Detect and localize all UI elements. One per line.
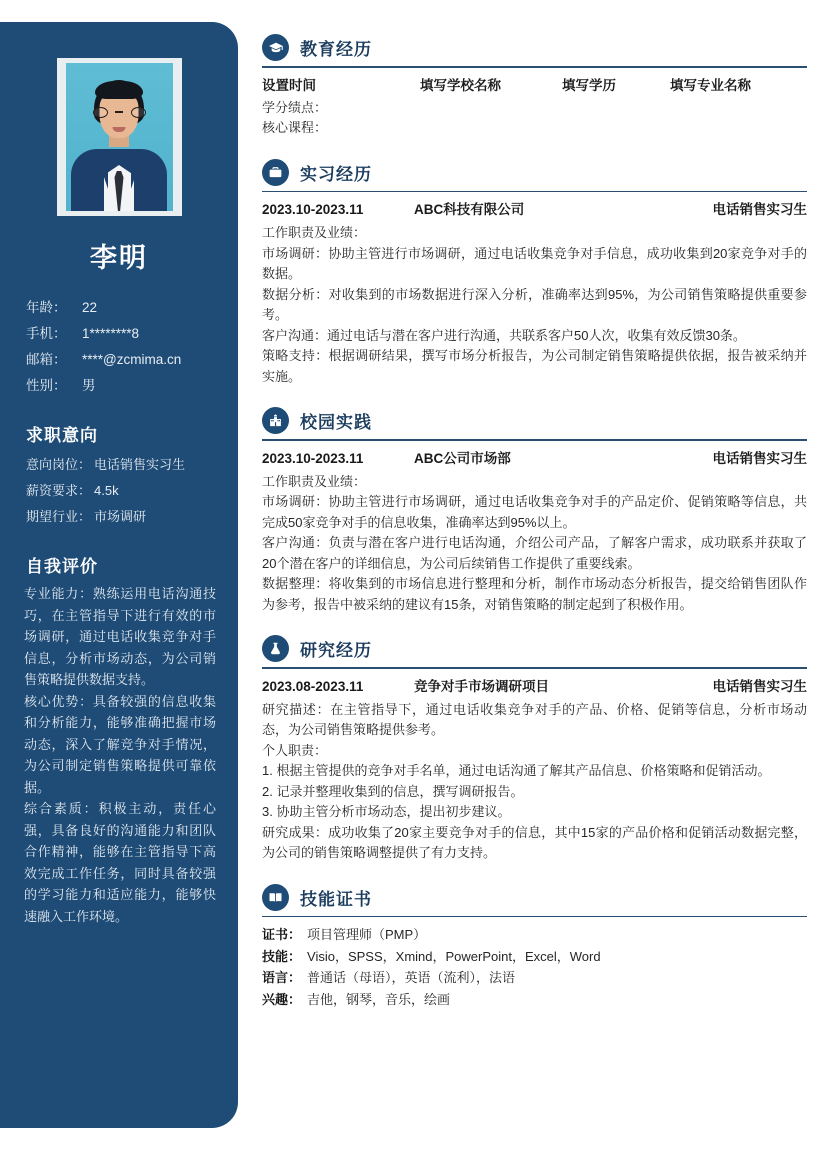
- section-title: 校园实践: [300, 413, 372, 432]
- contact-row-gender: [26, 373, 218, 399]
- education-column-major: 填写专业名称: [670, 77, 751, 93]
- intent-label: 薪资要求：: [26, 483, 92, 498]
- section-divider: [262, 66, 807, 68]
- skills-interests: [262, 989, 807, 1011]
- section-divider: [262, 667, 807, 669]
- internship-line: 客户沟通：通过电话与潜在客户进行沟通，共联系客户50人次，收集有效反馈30条。: [262, 327, 746, 343]
- school-building-icon: [262, 407, 289, 434]
- job-intent-heading: 求职意向: [26, 426, 98, 445]
- entry-role: 电话销售实习生: [712, 450, 807, 466]
- open-book-icon: [262, 884, 289, 911]
- skills-label: 技能：: [262, 948, 302, 964]
- job-intent-industry: [20, 504, 218, 530]
- self-evaluation-body: [20, 583, 218, 927]
- skills-value: 吉他，钢琴，音乐，绘画: [307, 991, 451, 1007]
- research-line: 个人职责：: [262, 742, 328, 758]
- skills-certificate: [262, 924, 807, 946]
- section-title: 研究经历: [300, 641, 372, 660]
- entry-date: 2023.10-2023.11: [262, 202, 364, 217]
- job-intent-position: [20, 452, 218, 478]
- contact-label: 性别：: [26, 378, 67, 393]
- section-title: 技能证书: [300, 889, 372, 909]
- entry-organization: ABC公司市场部: [414, 450, 511, 466]
- self-evaluation-paragraph: 综合素质：积极主动，责任心强，具备良好的沟通能力和团队合作精神，能够在主管指导下高效完成工作任务，同时具备较强的学习能力和适应能力，能够快速融入工作环境。: [24, 801, 216, 924]
- contact-label: 邮箱：: [26, 352, 67, 367]
- internship-entry-header: [262, 199, 807, 221]
- flask-icon: [262, 635, 289, 662]
- contact-row-email: [26, 347, 218, 373]
- job-intent-salary: [20, 478, 218, 504]
- main-content: [262, 34, 807, 1014]
- internship-line: 数据分析：对收集到的市场数据进行深入分析，准确率达到95%，为公司销售策略提供重要参考。: [262, 286, 807, 322]
- campus-line: 数据整理：将收集到的市场信息进行整理和分析，制作市场动态分析报告，提交给销售团队作为参考，报告中被采纳的建议有15条，对销售策略的制定起到了积极作用。: [262, 576, 807, 612]
- contact-row-age: [26, 295, 218, 321]
- campus-line: 客户沟通：负责与潜在客户进行电话沟通，介绍公司产品，了解客户需求，成功联系并获取了20个潜在客户的详细信息，为公司后续销售工作提供了重要线索。: [262, 535, 807, 571]
- section-header: [262, 407, 807, 439]
- section-divider: [262, 191, 807, 193]
- section-header: [262, 635, 807, 667]
- internship-line: 工作职责及业绩：: [262, 225, 367, 240]
- self-evaluation-paragraph: 专业能力：熟练运用电话沟通技巧，在主管指导下进行有效的市场调研，通过电话收集竞争对手信息，分析市场动态，为公司销售策略提供数据支持。: [24, 586, 216, 687]
- research-line: 1. 根据主管提供的竞争对手名单，通过电话沟通了解其产品信息、价格策略和促销活动。: [262, 763, 771, 778]
- contact-label: 手机：: [26, 326, 67, 341]
- skills-value: 项目管理师（PMP）: [307, 927, 427, 942]
- entry-date: 2023.08-2023.11: [262, 678, 364, 694]
- section-internship: [262, 159, 807, 388]
- avatar: [57, 58, 182, 216]
- entry-date: 2023.10-2023.11: [262, 450, 364, 466]
- intent-value: 4.5k: [94, 483, 119, 498]
- skills-value: Visio，SPSS，Xmind，PowerPoint，Excel，Word: [307, 948, 601, 964]
- education-gpa: 学分绩点：: [262, 99, 328, 115]
- skills-label: 兴趣：: [262, 991, 302, 1007]
- contact-label: 年龄：: [26, 300, 67, 315]
- skills-label: 证书：: [262, 927, 302, 942]
- contact-value: 1********8: [82, 326, 140, 341]
- education-column-time: 设置时间: [262, 77, 316, 93]
- self-evaluation-paragraph: 核心优势：具备较强的信息收集和分析能力，能够准确把握市场动态，深入了解竞争对手情况，为公司制定销售策略提供可靠依据。: [24, 693, 216, 795]
- education-column-degree: 填写学历: [562, 77, 616, 93]
- campus-entry-header: [262, 448, 807, 470]
- skills-languages: [262, 967, 807, 989]
- briefcase-icon: [262, 159, 289, 186]
- campus-line: 市场调研：协助主管进行市场调研，通过电话收集竞争对手的产品定价、促销策略等信息，共完成50家竞争对手的信息收集，准确率达到95%以上。: [262, 494, 807, 530]
- section-header: [262, 884, 807, 916]
- section-divider: [262, 916, 807, 918]
- section-divider: [262, 439, 807, 441]
- skills-tools: [262, 946, 807, 968]
- internship-line: 市场调研：协助主管进行市场调研，通过电话收集竞争对手信息，成功收集到20家竞争对手的数据。: [262, 245, 807, 281]
- job-intent-list: [20, 452, 218, 530]
- graduation-cap-icon: [262, 34, 289, 61]
- self-evaluation-heading: 自我评价: [26, 557, 98, 576]
- section-research: [262, 635, 807, 864]
- section-header: [262, 159, 807, 191]
- intent-value: 市场调研: [94, 509, 147, 524]
- research-line: 研究描述：在主管指导下，通过电话收集竞争对手的产品、价格、促销等信息，分析市场动态，为公司销售策略提供参考。: [262, 701, 807, 737]
- contact-value: 男: [82, 378, 96, 393]
- sidebar: [0, 22, 238, 1128]
- section-campus-practice: [262, 407, 807, 615]
- section-title: 实习经历: [300, 164, 372, 184]
- campus-line: 工作职责及业绩：: [262, 473, 367, 489]
- contact-value: 22: [82, 300, 98, 315]
- research-line: 研究成果：成功收集了20家主要竞争对手的信息，其中15家的产品价格和促销活动数据完整，为公司的销售策略调整提供了有力支持。: [262, 824, 807, 860]
- education-core-courses: 核心课程：: [262, 120, 328, 135]
- skills-label: 语言：: [262, 970, 302, 985]
- contact-row-phone: [26, 321, 218, 347]
- section-title: 教育经历: [300, 40, 372, 59]
- entry-organization: 竞争对手市场调研项目: [414, 678, 549, 694]
- entry-role: 电话销售实习生: [712, 678, 807, 694]
- section-header: [262, 34, 807, 66]
- contact-list: [20, 295, 218, 399]
- research-entry-header: [262, 676, 807, 698]
- candidate-name: 李明: [90, 243, 148, 273]
- internship-line: 策略支持：根据调研结果，撰写市场分析报告，为公司制定销售策略提供依据，报告被采纳并实施。: [262, 348, 807, 384]
- intent-label: 期望行业：: [26, 509, 92, 524]
- research-line: 3. 协助主管分析市场动态，提出初步建议。: [262, 804, 511, 819]
- entry-organization: ABC科技有限公司: [414, 202, 525, 217]
- profile-photo: [66, 63, 173, 211]
- education-columns: [262, 75, 807, 97]
- section-skills: [262, 884, 807, 1011]
- research-line: 2. 记录并整理收集到的信息，撰写调研报告。: [262, 783, 524, 799]
- entry-role: 电话销售实习生: [712, 202, 807, 217]
- intent-value: 电话销售实习生: [94, 457, 186, 472]
- education-column-school: 填写学校名称: [420, 77, 501, 93]
- intent-label: 意向岗位：: [26, 457, 92, 472]
- section-education: [262, 34, 807, 139]
- contact-value: ****@zcmima.cn: [82, 352, 182, 367]
- skills-value: 普通话（母语），英语（流利），法语: [307, 970, 516, 985]
